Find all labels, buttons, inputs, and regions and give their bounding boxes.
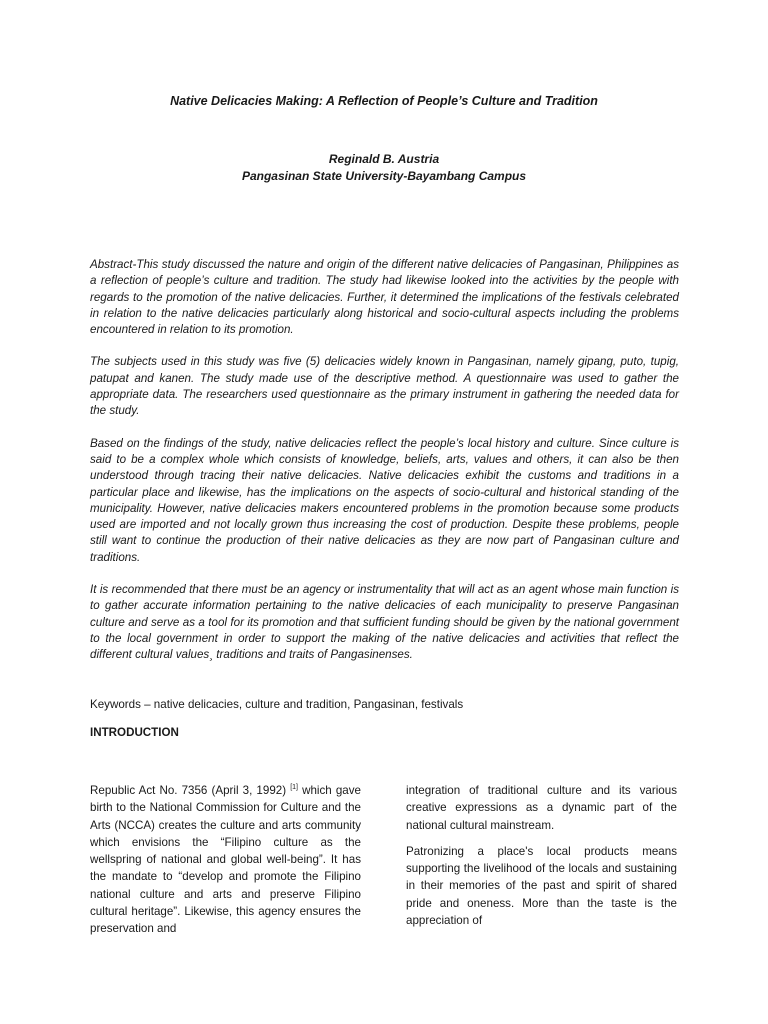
paper-title: Native Delicacies Making: A Reflection of People’s Culture and Tradition: [170, 94, 598, 108]
author-name: Reginald B. Austria: [328, 152, 440, 166]
abstract-section: [90, 257, 679, 680]
intro-text-before-ref: Republic Act No. 7356 (April 3, 1992): [90, 784, 291, 797]
body-column-left: [90, 782, 361, 947]
keywords-line: Keywords – native delicacies, culture and tradition, Pangasinan, festivals: [90, 698, 464, 711]
introduction-heading: INTRODUCTION: [90, 726, 179, 739]
body-column-right: [406, 782, 677, 938]
intro-paragraph-3: Patronizing a place's local products means supporting the livelihood of the locals and sustaining in their memories of the past and spirit of shared pride and oneness. More than the taste is the appreciation of: [406, 844, 677, 928]
citation-ref-1[interactable]: [1]: [290, 784, 298, 792]
intro-text-after-ref: which gave birth to the National Commission for Culture and the Arts (NCCA) creates the culture and arts community which envisions the “Filipino culture as the wellspring of national and global well-being”. It has the mandate to “develop and promote the Filipino national culture and arts and preserve Filipino cultural heritage”. Likewise, this agency ensures the preservation and: [90, 784, 361, 936]
intro-paragraph-2: integration of traditional culture and its various creative expressions as a dynamic part of the national cultural mainstream.: [406, 784, 677, 832]
author-affiliation: Pangasinan State University-Bayambang Campus: [241, 169, 527, 183]
abstract-paragraph-2: The subjects used in this study was five (5) delicacies widely known in Pangasinan, namely gipang, puto, tupig, patupat and kanen. The study made use of the descriptive method. A questionnaire was used to gather the appropriate data. The researchers used questionnaire as the primary instrument in gathering the needed data for the study.: [90, 355, 679, 418]
abstract-paragraph-4: It is recommended that there must be an agency or instrumentality that will act as an agent whose main function is to gather accurate information pertaining to the native delicacies of each municipality to preserve Pangasinan culture and serve as a tool for its promotion and that sufficient funding should be given by the national government to the local government in order to support the making of the native delicacies and activities that reflect the different cultural values¸ traditions and traits of Pangasinenses.: [90, 583, 679, 662]
abstract-paragraph-1: Abstract-This study discussed the nature and origin of the different native delicacies of Pangasinan, Philippines as a reflection of people’s culture and tradition. The study had likewise looked into the activities by the people with regards to the promotion of the native delicacies. Further, it determined the implications of the festivals celebrated in relation to the native delicacies particularly along historical and socio-cultural aspects including the problems encountered in relation to its promotion.: [90, 258, 679, 337]
abstract-paragraph-3: Based on the findings of the study, native delicacies reflect the people’s local history and culture. Since culture is said to be a complex whole which consists of knowledge, beliefs, arts, values and others, it can also be then understood through tracing their native delicacies. Native delicacies exhibit the customs and traditions in a particular place and likewise, has the implications on the aspects of socio-cultural and historical standing of the municipality. However, native delicacies makers encountered problems in the promotion because some products used are imported and not locally grown thus increasing the cost of production. Despite these problems, people still want to continue the production of their native delicacies as they are now part of Pangasinan culture and traditions.: [90, 436, 679, 564]
intro-paragraph-1: [90, 782, 361, 938]
